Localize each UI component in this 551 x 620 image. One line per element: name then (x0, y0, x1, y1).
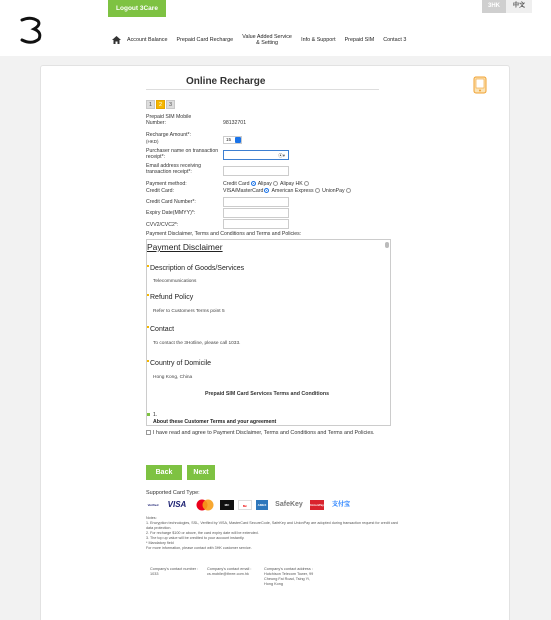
safekey-logo: SafeKey (275, 501, 303, 508)
credit-card-label: Credit Card: (146, 188, 174, 194)
cvv-input[interactable] (223, 219, 289, 229)
card-type-options (223, 188, 352, 194)
nav-info-support[interactable]: Info & Support (301, 36, 336, 43)
nav-prepaid-sim[interactable]: Prepaid SIM (344, 36, 375, 43)
contact-address-label: Company's contact address : (264, 567, 313, 571)
section-title: Description of Goods/Services (150, 265, 245, 272)
mobile-phone-icon (473, 76, 487, 94)
payment-method-options (223, 181, 310, 187)
note-line: 3. The top up value will be credited to your account instantly. (146, 536, 245, 540)
step-1: 1 (146, 100, 155, 109)
payment-option-credit-card[interactable]: Credit Card (223, 181, 250, 187)
section-text: Telecommunications (153, 279, 197, 284)
card-option-amex[interactable]: American Express (271, 188, 314, 194)
note-line: For more information, please contact with 3HK customer service. (146, 546, 252, 550)
unionpay-logo: UnionPay (310, 500, 324, 510)
payment-option-alipay[interactable]: Alipay (257, 181, 272, 187)
autofill-icon[interactable]: ⦿▾ (278, 153, 285, 158)
main-nav (112, 30, 415, 50)
section-title: Refund Policy (150, 294, 194, 301)
radio-alipay[interactable] (273, 181, 278, 186)
agree-row (146, 430, 396, 437)
policies-label: Payment Disclaimer, Terms and Conditions and Terms and Policies: (146, 231, 302, 237)
step-3: 3 (166, 100, 175, 109)
alipay-logo: 支付宝 (331, 502, 350, 508)
section-title: Contact (150, 326, 175, 333)
note-line: Notes: (146, 516, 157, 520)
email-input[interactable] (223, 166, 289, 176)
logout-button[interactable]: Logout 3Care (108, 0, 166, 17)
title-divider (146, 89, 379, 90)
mobile-number-label: Prepaid SIM Mobile Number: (146, 114, 192, 126)
note-line: * Mandatory field (146, 541, 174, 545)
recharge-amount-unit: (HKD) (146, 139, 159, 144)
contact-number-value: 1033 (150, 572, 159, 576)
notes (146, 516, 406, 551)
visa-logo: VISA (167, 500, 187, 509)
card-number-label: Credit Card Number*: (146, 199, 196, 205)
back-button[interactable]: Back (146, 465, 182, 480)
contact-address (264, 567, 319, 587)
step-2: 2 (156, 100, 165, 109)
note-line: 2. For recharge $100 or above, the card expiry date will be extended. (146, 531, 259, 535)
payment-method-label: Payment method: (146, 181, 187, 187)
nav-account-balance[interactable]: Account Balance (127, 36, 168, 43)
terms-heading: Prepaid SIM Card Services Terms and Conditions (204, 391, 330, 397)
cvv-label: CVV2/CVC2*: (146, 222, 179, 228)
section-text: Hong Kong, China (153, 375, 193, 380)
contact-email (207, 567, 262, 577)
lang-3hk-button[interactable]: 3HK (482, 0, 506, 13)
note-line: 1. Encryption technologies, SSL, Verified by VISA, MasterCard SecureCode, SafeKey and UnionPay are adopted during transaction request for credit card data protection. (146, 521, 398, 530)
radio-amex[interactable] (315, 188, 320, 193)
section-text: To contact the 3Hotline, please call 1033. (153, 341, 241, 346)
recharge-amount-value: 15 (226, 137, 232, 142)
contact-email-label: Company's contact email : (207, 567, 252, 571)
three-logo[interactable] (18, 16, 44, 44)
card-number-input[interactable] (223, 197, 289, 207)
step-indicator (146, 100, 175, 109)
recharge-amount-label: Recharge Amount*: (146, 132, 191, 138)
radio-unionpay[interactable] (346, 188, 351, 193)
radio-alipay-hk[interactable] (304, 181, 309, 186)
agree-text: I have read and agree to Payment Disclaimer, Terms and Conditions and Terms and Policies. (153, 430, 375, 436)
email-label: Email address receiving transaction receipt*: (146, 163, 202, 175)
contact-number (150, 567, 202, 577)
radio-visa-master[interactable] (264, 188, 269, 193)
radio-credit-card[interactable] (251, 181, 256, 186)
terms-item-number: 1. (153, 412, 158, 418)
maestro-logo: Mc (238, 500, 252, 510)
disclaimer-scrollbox[interactable] (146, 239, 391, 426)
section-text: Refer to Customers Terms point 5 (153, 309, 225, 314)
recharge-amount-select[interactable] (223, 136, 242, 144)
supported-cards-label: Supported Card Type: (146, 490, 200, 496)
contact-number-label: Company's contact number : (150, 567, 199, 571)
scrollbar-thumb[interactable] (385, 242, 389, 248)
agree-checkbox[interactable] (146, 430, 151, 435)
card-logos (146, 498, 354, 512)
mastercard-logo (194, 499, 216, 511)
verified-by-visa-logo: Verified (147, 503, 159, 507)
chevron-down-icon (235, 137, 241, 143)
nav-prepaid-card-recharge[interactable]: Prepaid Card Recharge (176, 36, 234, 43)
contact-address-value: Hutchison Telecom Tower, 99 Cheung Fai Road, Tsing Yi, Hong Kong (264, 572, 314, 586)
nav-value-added-service[interactable]: Value Added Service & Setting (242, 33, 292, 46)
mobile-number-value: 98132701 (223, 120, 247, 126)
expiry-date-label: Expiry Date(MMYY)*: (146, 210, 196, 216)
page-title: Online Recharge (186, 76, 266, 87)
purchaser-name-input[interactable] (223, 150, 289, 160)
card-option-visa-master[interactable]: VISA/MasterCard (223, 188, 264, 194)
payment-option-alipay-hk[interactable]: Alipay HK (279, 181, 303, 187)
lang-zh-button[interactable]: 中文 (506, 0, 532, 13)
card-option-unionpay[interactable]: UnionPay (322, 188, 345, 194)
contact-email-value[interactable]: cs.mobile@three.com.hk (207, 572, 249, 576)
mastercard-securecode-logo: MC (220, 500, 234, 510)
header (0, 0, 551, 56)
expiry-date-input[interactable] (223, 208, 289, 218)
nav-contact-3[interactable]: Contact 3 (383, 36, 407, 43)
disclaimer-heading: Payment Disclaimer (147, 242, 223, 252)
amex-logo: AMEX (256, 500, 268, 510)
next-button[interactable]: Next (187, 465, 215, 480)
terms-item-title: About these Customer Terms and your agreement (153, 419, 277, 425)
section-title: Country of Domicile (150, 360, 212, 367)
home-icon[interactable] (112, 36, 121, 44)
purchaser-name-label: Purchaser name on transaction receipt*: (146, 148, 219, 160)
